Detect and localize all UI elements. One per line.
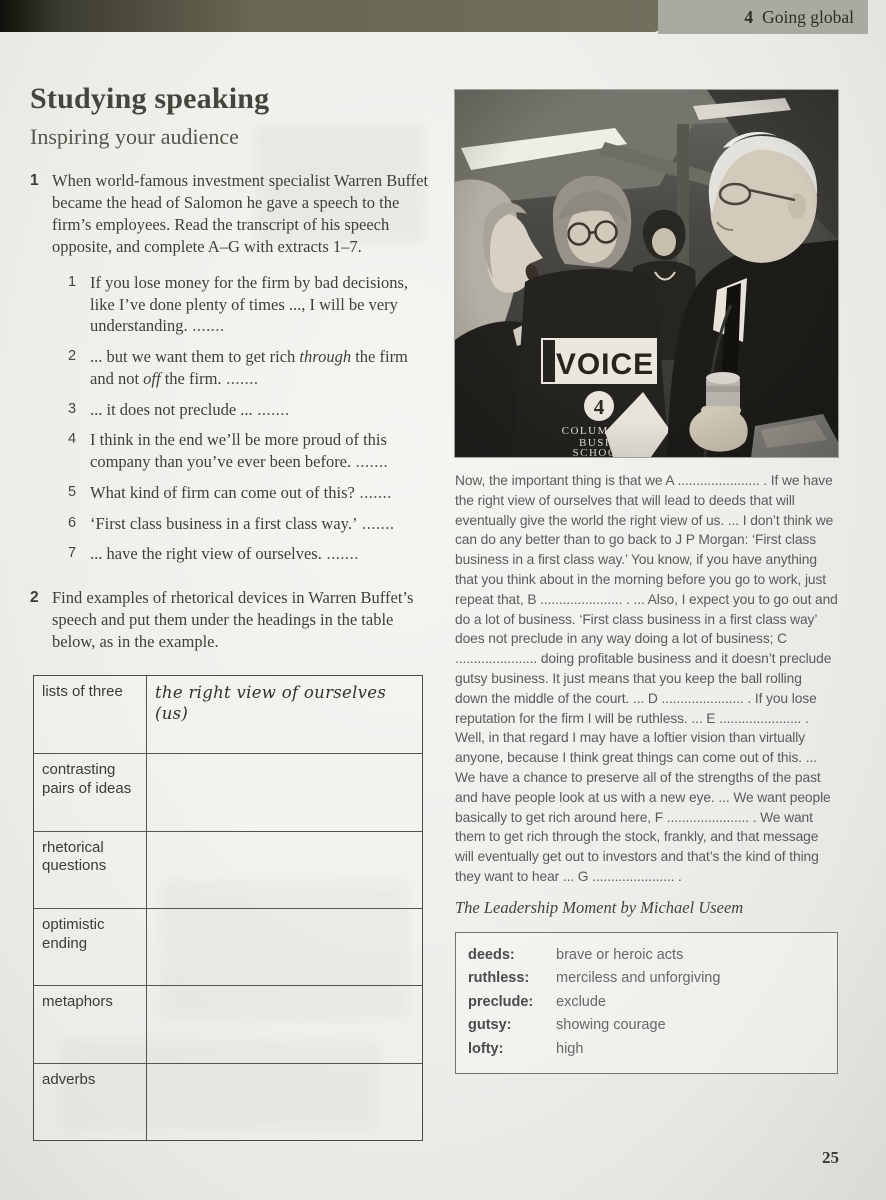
answer-blank: ....... bbox=[187, 316, 225, 336]
extract-segment: ... have the right view of ourselves. bbox=[90, 544, 322, 564]
exercise-2-instructions: Find examples of rhetorical devices in Warren Buffet’s speech and put them under the headings in the table below, as in the example. bbox=[52, 588, 414, 652]
extract-number: 1 bbox=[68, 273, 77, 290]
table-row-value bbox=[146, 908, 422, 985]
extract-item bbox=[68, 513, 440, 535]
unit-title: Going global bbox=[762, 6, 854, 27]
extract-text bbox=[90, 399, 420, 421]
source-citation: The Leadership Moment by Michael Useem bbox=[455, 897, 744, 917]
extract-segment: What kind of firm can come out of this? bbox=[90, 482, 355, 502]
unit-number: 4 bbox=[744, 6, 754, 27]
glossary-entry bbox=[468, 946, 825, 966]
answer-blank: ....... bbox=[252, 399, 290, 419]
extract-item bbox=[68, 429, 440, 473]
table-row-label: rhetorical questions bbox=[34, 831, 146, 908]
extract-text bbox=[90, 429, 420, 473]
extract-number: 7 bbox=[68, 545, 77, 562]
extract-segment: If you lose money for the firm by bad decisions, like I’ve done plenty of times ..., I will be very understanding. bbox=[90, 272, 409, 336]
extract-segment: ... it does not preclude ... bbox=[90, 399, 253, 419]
glossary-definition: exclude bbox=[556, 993, 606, 1010]
extract-text bbox=[90, 482, 420, 504]
photo-warren-buffett-with-students bbox=[455, 90, 838, 457]
exercise-1-number: 1 bbox=[30, 172, 39, 189]
answer-blank: ....... bbox=[321, 544, 359, 564]
extract-item bbox=[68, 346, 440, 390]
glossary-entry bbox=[468, 1040, 825, 1060]
extract-segment: ‘First class business in a first class way.’ bbox=[90, 513, 358, 533]
glossary-entry bbox=[468, 1016, 825, 1036]
table-row-value bbox=[146, 676, 422, 753]
glossary-term: lofty: bbox=[468, 1040, 504, 1057]
unit-badge bbox=[658, 0, 868, 34]
page-number: 25 bbox=[822, 1148, 839, 1167]
extract-text bbox=[90, 346, 420, 390]
speech-transcript: Now, the important thing is that we A ...................... . If we have the right view of ourselves that will lead to deeds that will eventually give the world the right view of us. ... I don’t think we can do any better than to go back to J P Morgan: ‘First class business in a first class way.’ You know, if you have anything that you think about in the morning before you go to work, just repeat that, B ...................... . ... Also, I expect you to go out and do a lot of business. ‘First class business in a first class way’ does not preclude in any way doing a lot of business; C ...................... doing profitable business and it doesn’t preclude gutsy business. It just means that you keep the ball rolling down the middle of the court. ... D ...................... . If you lose reputation for the firm I will be ruthless. ... E ...................... . Well, in that regard I may have a loftier vision than virtually anyone, because I think great things can come out of this. ... We have a chance to preserve all of the strengths of the past and have people look at us with a new eye. ... We want people basically to get rich around here, F ...................... . We want them to get rich through the stock, frankly, and that message will eventually get out to investors and that’s the kind of thing they want to hear ... G ...................... . bbox=[455, 473, 838, 884]
table-row-label: adverbs bbox=[34, 1063, 146, 1140]
extract-text bbox=[90, 513, 420, 535]
glossary-term: deeds: bbox=[468, 946, 515, 963]
table-row-value bbox=[146, 1063, 422, 1140]
header-band bbox=[0, 0, 660, 32]
extract-text bbox=[90, 272, 420, 337]
answer-blank: ....... bbox=[357, 513, 395, 533]
answer-blank: ....... bbox=[221, 368, 259, 388]
glossary-term: ruthless: bbox=[468, 970, 530, 987]
extract-list bbox=[68, 272, 440, 565]
photo-vignette bbox=[455, 90, 838, 457]
extract-italic: through bbox=[299, 347, 352, 367]
extract-segment: ... but we want them to get rich bbox=[90, 347, 300, 367]
glossary-definition: showing courage bbox=[556, 1017, 666, 1034]
glossary-entry bbox=[468, 993, 825, 1013]
answer-blank: ....... bbox=[354, 482, 392, 502]
rhetorical-devices-table bbox=[33, 675, 423, 1141]
extract-number: 6 bbox=[68, 514, 77, 531]
glossary-definition: high bbox=[556, 1040, 584, 1057]
extract-number: 2 bbox=[68, 348, 77, 365]
table-row-value bbox=[146, 753, 422, 830]
table-row-label: contrasting pairs of ideas bbox=[34, 753, 146, 830]
glossary-entry bbox=[468, 969, 825, 989]
glossary-definition: brave or heroic acts bbox=[556, 946, 684, 963]
exercise-1 bbox=[30, 170, 440, 258]
extract-item bbox=[68, 482, 440, 504]
extract-item bbox=[68, 543, 440, 565]
right-column bbox=[455, 90, 838, 1074]
page-subtitle: Inspiring your audience bbox=[30, 124, 239, 149]
table-row-label: metaphors bbox=[34, 985, 146, 1062]
extract-item bbox=[68, 272, 440, 337]
extract-segment: the firm and not bbox=[90, 347, 408, 388]
extract-text bbox=[90, 543, 420, 565]
exercise-1-instructions: When world-famous investment specialist Warren Buffet became the head of Salomon he gave a speech to the firm’s employees. Read the transcript of his speech opposite, and complete A–G with extracts 1–7. bbox=[52, 171, 429, 256]
extract-segment: the firm. bbox=[160, 368, 222, 388]
answer-blank: ....... bbox=[351, 452, 389, 472]
glossary-definition: merciless and unforgiving bbox=[556, 970, 721, 987]
glossary-term: gutsy: bbox=[468, 1017, 512, 1034]
left-column bbox=[30, 82, 440, 1141]
exercise-2 bbox=[30, 587, 440, 653]
extract-italic: off bbox=[143, 368, 161, 388]
glossary-term: preclude: bbox=[468, 993, 534, 1010]
extract-segment: I think in the end we’ll be more proud of this company than you’ve ever been before. bbox=[90, 430, 387, 472]
extract-item bbox=[68, 399, 440, 421]
table-row-label: lists of three bbox=[42, 682, 123, 700]
extract-number: 5 bbox=[68, 483, 77, 500]
page-title: Studying speaking bbox=[30, 82, 270, 115]
glossary-box bbox=[455, 932, 838, 1074]
table-row-value bbox=[146, 985, 422, 1062]
table-row-label: optimistic ending bbox=[34, 908, 146, 985]
table-row-value bbox=[146, 831, 422, 908]
extract-number: 3 bbox=[68, 400, 77, 417]
extract-number: 4 bbox=[68, 431, 77, 448]
handwritten-example: the right view of ourselves (us) bbox=[155, 682, 387, 723]
exercise-2-number: 2 bbox=[30, 589, 39, 607]
